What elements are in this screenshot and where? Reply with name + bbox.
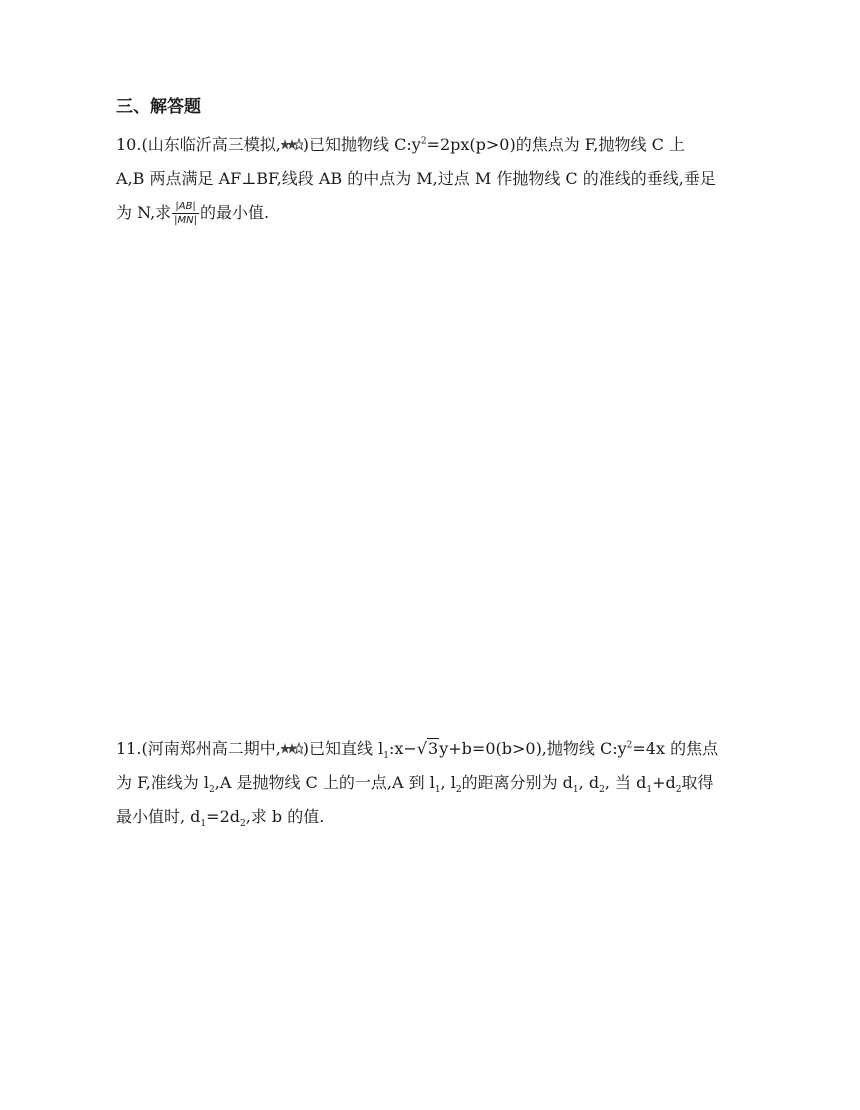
subscript: 1 bbox=[434, 785, 441, 796]
problem-10-line-1 bbox=[116, 128, 746, 162]
problem-10 bbox=[116, 128, 746, 230]
text-segment: 的最小值. bbox=[200, 203, 270, 222]
problem-11-line-3 bbox=[116, 800, 746, 834]
problem-11 bbox=[116, 732, 746, 834]
text-segment: 已知直线 l bbox=[309, 739, 384, 758]
difficulty-stars-icon bbox=[281, 138, 303, 152]
radicand: 3 bbox=[428, 739, 439, 758]
text-segment: =2px(p>0)的焦点为 F,抛物线 C 上 bbox=[426, 135, 685, 154]
text-segment: ,A 是抛物线 C 上的一点,A 到 l bbox=[214, 773, 435, 792]
fraction-denominator: |MN| bbox=[174, 215, 198, 226]
difficulty-stars-icon bbox=[281, 742, 303, 756]
text-segment: 为 F,准线为 l bbox=[116, 773, 209, 792]
text-segment: 最小值时, d bbox=[116, 807, 201, 826]
problem-10-line-3 bbox=[116, 196, 746, 230]
problem-number: 11. bbox=[116, 739, 142, 758]
problem-source: (河南郑州高二期中, bbox=[141, 739, 281, 758]
fraction-numerator: |AB| bbox=[172, 200, 199, 214]
subscript: 1 bbox=[200, 819, 207, 830]
text-segment: 已知抛物线 C:y bbox=[309, 135, 421, 154]
text-segment: :x− bbox=[389, 739, 417, 758]
fraction-ab-over-mn bbox=[172, 200, 199, 227]
problem-number: 10. bbox=[116, 135, 142, 154]
text-segment: , 当 d bbox=[604, 773, 647, 792]
subscript: 1 bbox=[572, 785, 579, 796]
subscript: 1 bbox=[383, 751, 389, 762]
subscript: 2 bbox=[239, 819, 246, 830]
problem-11-line-2 bbox=[116, 766, 746, 800]
text-segment: 取得 bbox=[681, 773, 714, 792]
text-segment: 为 N,求 bbox=[116, 203, 172, 222]
problem-11-line-1 bbox=[116, 732, 746, 766]
text-segment: =2d bbox=[206, 807, 240, 826]
subscript: 2 bbox=[675, 785, 682, 796]
text-segment: , l bbox=[440, 773, 456, 792]
text-segment: 的距离分别为 d bbox=[461, 773, 573, 792]
text-segment: ,求 b 的值. bbox=[245, 807, 325, 826]
subscript: 2 bbox=[599, 785, 605, 796]
problem-source: (山东临沂高三模拟, bbox=[141, 135, 281, 154]
subscript: 1 bbox=[646, 785, 653, 796]
subscript: 2 bbox=[209, 785, 215, 796]
section-title: 三、解答题 bbox=[116, 97, 201, 117]
text-segment: , d bbox=[578, 773, 600, 792]
subscript: 2 bbox=[455, 785, 462, 796]
sqrt-expression: √3 bbox=[416, 739, 439, 758]
superscript: 2 bbox=[626, 740, 633, 751]
source-close: ) bbox=[302, 135, 310, 154]
source-close: ) bbox=[302, 739, 310, 758]
text-segment: =4x 的焦点 bbox=[632, 739, 719, 758]
text-segment: y+b=0(b>0),抛物线 C:y bbox=[439, 739, 627, 758]
superscript: 2 bbox=[420, 136, 427, 147]
problem-10-line-2: A,B 两点满足 AF⊥BF,线段 AB 的中点为 M,过点 M 作抛物线 C 的准线的垂线,垂足 bbox=[116, 169, 716, 188]
text-segment: +d bbox=[652, 773, 676, 792]
